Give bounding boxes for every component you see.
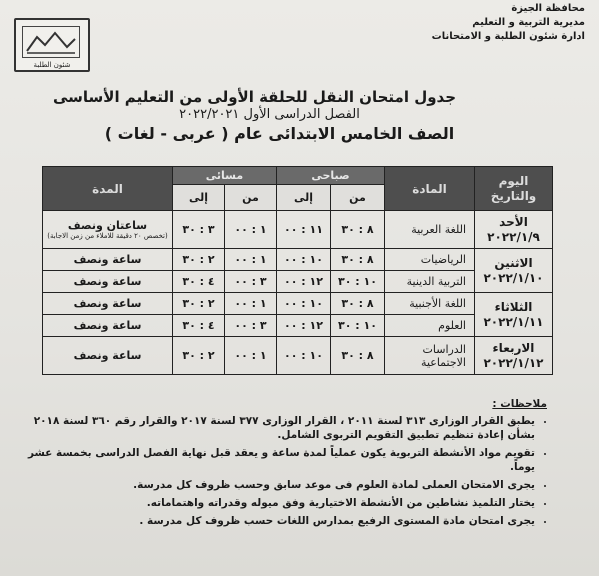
morning-from-cell: ٨ : ٣٠	[331, 249, 385, 271]
day-name: الثلاثاء	[494, 299, 533, 314]
notes-title: ملاحظات :	[492, 398, 547, 410]
duration-cell: ساعة ونصف	[43, 271, 173, 293]
duration-text: ساعتان ونصف	[67, 219, 148, 232]
duration-note: (تخصص ٢٠ دقيقة للاملاء من زمن الاجابة)	[47, 232, 168, 240]
day-cell	[475, 337, 553, 375]
duration-cell	[43, 211, 173, 249]
evening-to-cell: ٢ : ٣٠	[173, 249, 225, 271]
morning-from-cell: ٨ : ٣٠	[331, 211, 385, 249]
subject-cell: العلوم	[385, 315, 475, 337]
duration-cell: ساعة ونصف	[43, 315, 173, 337]
table-row	[43, 337, 553, 375]
evening-to-cell: ٢ : ٣٠	[173, 293, 225, 315]
header-morning-from: من	[331, 185, 385, 211]
day-name: الاربعاء	[492, 340, 535, 355]
note-item: • يطبق القرار الوزارى ٣١٣ لسنة ٢٠١١ ، القرار الوزارى ٣٧٧ لسنة ٢٠١٧ والقرار رقم ٣٦٠ لسنة ٢٠١٨ بشأن إعادة تنظيم تطبيق التقويم التربوى الشامل.	[27, 414, 535, 442]
morning-from-cell: ١٠ : ٣٠	[331, 271, 385, 293]
evening-from-cell: ١ : ٠٠	[225, 337, 277, 375]
grade-subtitle: الصف الخامس الابتدائى عام ( عربى - لغات )	[104, 124, 455, 143]
header-morning: صباحى	[277, 167, 385, 185]
authority-department: ادارة شئون الطلبة و الامتحانات	[431, 31, 585, 42]
subject-cell: التربية الدينية	[385, 271, 475, 293]
notes-section	[27, 398, 547, 532]
seal-caption: شئون الطلبة	[33, 61, 71, 69]
header-subject: المادة	[385, 167, 475, 211]
duration-cell: ساعة ونصف	[43, 249, 173, 271]
morning-to-cell: ١٢ : ٠٠	[277, 315, 331, 337]
duration-cell: ساعة ونصف	[43, 337, 173, 375]
day-cell	[475, 293, 553, 337]
morning-to-cell: ١١ : ٠٠	[277, 211, 331, 249]
subject-cell: اللغة العربية	[385, 211, 475, 249]
table-row	[43, 249, 553, 271]
document-title: جدول امتحان النقل للحلقة الأولى من التعليم الأساسى	[52, 88, 457, 106]
header-duration: المدة	[43, 167, 173, 211]
morning-from-cell: ٨ : ٣٠	[331, 337, 385, 375]
evening-to-cell: ٢ : ٣٠	[173, 337, 225, 375]
note-item: • يختار التلميذ نشاطين من الأنشطة الاختيارية وفق ميوله وقدراته واهتماماته.	[27, 496, 535, 510]
exam-schedule-table	[42, 166, 553, 375]
note-item: • يجرى امتحان مادة المستوى الرفيع بمدارس اللغات حسب ظروف كل مدرسة .	[27, 514, 535, 528]
duration-cell: ساعة ونصف	[43, 293, 173, 315]
authority-governorate: محافظة الجيزة	[511, 3, 585, 14]
day-cell	[475, 249, 553, 293]
evening-from-cell: ١ : ٠٠	[225, 293, 277, 315]
evening-to-cell: ٤ : ٣٠	[173, 315, 225, 337]
morning-from-cell: ٨ : ٣٠	[331, 293, 385, 315]
day-date: ٢٠٢٢/١/١٠	[483, 270, 544, 285]
day-date: ٢٠٢٢/١/١١	[483, 314, 544, 329]
morning-from-cell: ١٠ : ٣٠	[331, 315, 385, 337]
seal-emblem-icon	[22, 26, 80, 58]
evening-from-cell: ٣ : ٠٠	[225, 271, 277, 293]
day-name: الاثنين	[494, 255, 533, 270]
header-evening: مسائى	[173, 167, 277, 185]
evening-from-cell: ١ : ٠٠	[225, 211, 277, 249]
subject-cell: الدراسات الاجتماعية	[385, 337, 475, 375]
note-item: • تقويم مواد الأنشطة التربوية يكون عملياً لمدة ساعة و يعقد قبل نهاية الفصل الدراسى بخمسة عشر يوماً.	[27, 446, 535, 474]
evening-to-cell: ٤ : ٣٠	[173, 271, 225, 293]
issuing-authority	[375, 2, 585, 44]
evening-from-cell: ٣ : ٠٠	[225, 315, 277, 337]
morning-to-cell: ١٠ : ٠٠	[277, 337, 331, 375]
header-day-date: اليوم والتاريخ	[475, 167, 553, 211]
header-evening-to: إلى	[173, 185, 225, 211]
notes-list	[27, 414, 547, 528]
table-row	[43, 211, 553, 249]
morning-to-cell: ١٠ : ٠٠	[277, 249, 331, 271]
official-seal	[14, 18, 90, 72]
day-date: ٢٠٢٢/١/٩	[487, 229, 540, 244]
morning-to-cell: ١٢ : ٠٠	[277, 271, 331, 293]
day-name: الأحد	[499, 214, 528, 229]
header-morning-to: إلى	[277, 185, 331, 211]
subject-cell: الرياضيات	[385, 249, 475, 271]
morning-to-cell: ١٠ : ٠٠	[277, 293, 331, 315]
evening-from-cell: ١ : ٠٠	[225, 249, 277, 271]
semester-subtitle: الفصل الدراسى الأول ٢٠٢٢/٢٠٢١	[179, 107, 360, 122]
document-titles	[0, 88, 599, 143]
header-evening-from: من	[225, 185, 277, 211]
table-row	[43, 293, 553, 315]
subject-cell: اللغة الأجنبية	[385, 293, 475, 315]
authority-directorate: مديرية التربية و التعليم	[472, 17, 585, 28]
day-cell	[475, 211, 553, 249]
evening-to-cell: ٣ : ٣٠	[173, 211, 225, 249]
note-item: • يجرى الامتحان العملى لمادة العلوم فى موعد سابق وحسب ظروف كل مدرسة.	[27, 478, 535, 492]
day-date: ٢٠٢٢/١/١٢	[483, 355, 544, 370]
